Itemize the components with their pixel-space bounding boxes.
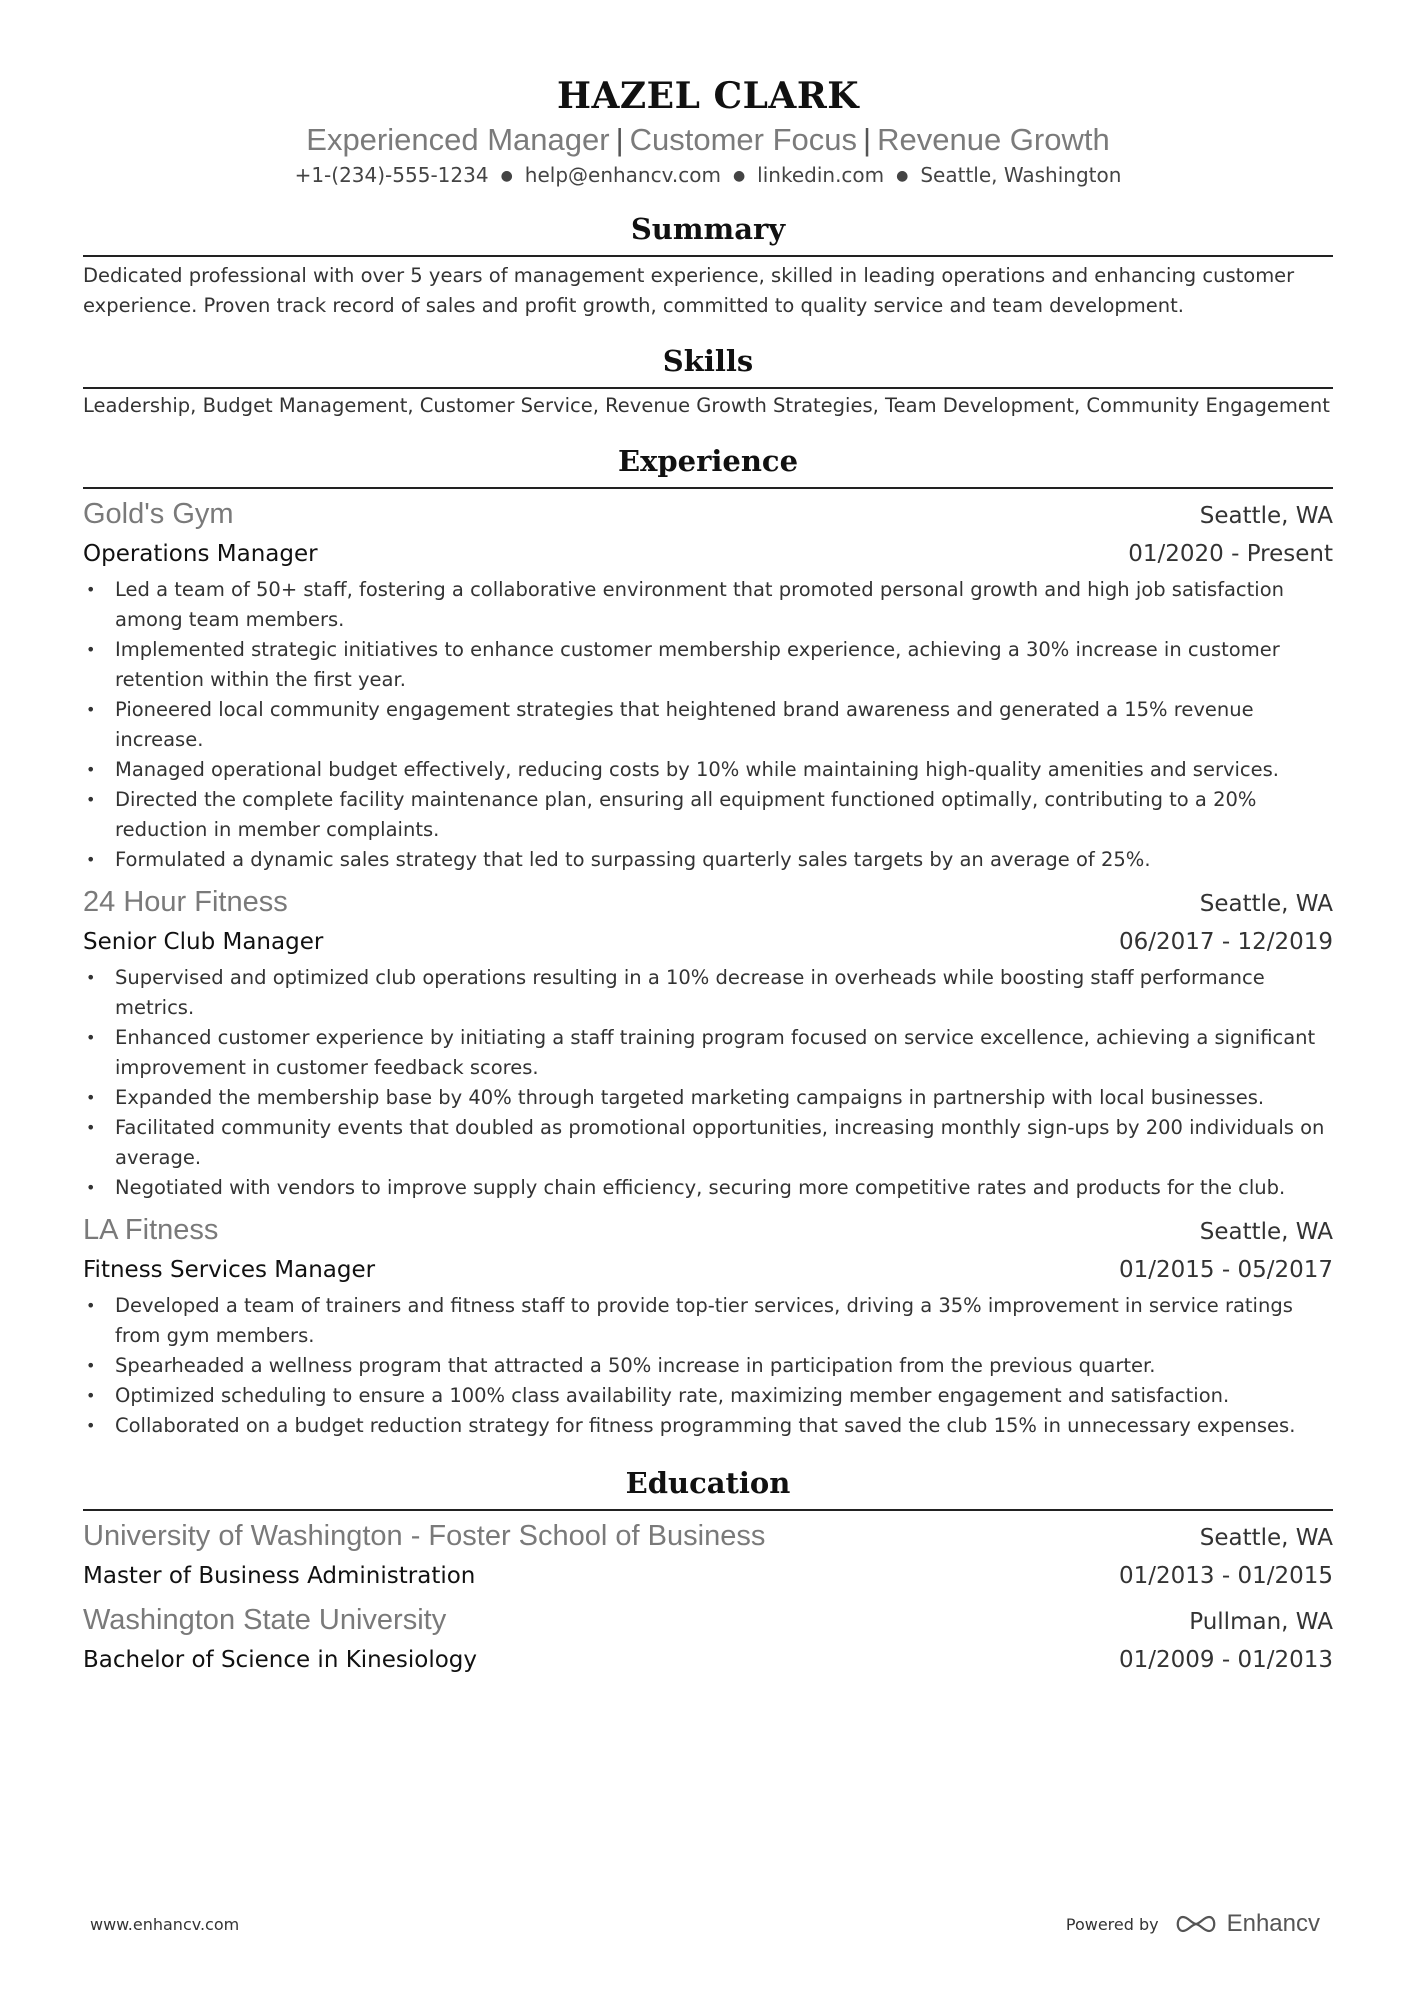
- achievement-item: • Developed a team of trainers and fitness staff to provide top-tier services, driving a 35% improvement in service ratings from gym members.: [83, 1291, 1333, 1351]
- achievement-list: [83, 963, 1333, 1203]
- degree: Master of Business Administration: [83, 1563, 476, 1589]
- achievement-item: • Supervised and optimized club operations resulting in a 10% decrease in overheads while boosting staff performance metrics.: [83, 963, 1333, 1023]
- education-dates: 01/2009 - 01/2013: [1118, 1647, 1333, 1673]
- achievement-item: • Directed the complete facility maintenance plan, ensuring all equipment functioned optimally, contributing to a 20% reduction in member complaints.: [83, 785, 1333, 845]
- achievement-item: • Managed operational budget effectively, reducing costs by 10% while maintaining high-quality amenities and services.: [83, 755, 1333, 785]
- summary-section: [83, 209, 1333, 321]
- enhancv-logo[interactable]: [1173, 1910, 1320, 1938]
- powered-by-label: Powered by: [1065, 1914, 1159, 1934]
- brand-name: Enhancv: [1226, 1910, 1320, 1937]
- education-entry: [83, 1601, 1333, 1679]
- achievement-item: • Facilitated community events that doubled as promotional opportunities, increasing monthly sign-ups by 200 individuals on average.: [83, 1113, 1333, 1173]
- job-entry: [83, 883, 1333, 1203]
- resume-page: [83, 72, 1333, 1679]
- achievement-item: • Implemented strategic initiatives to enhance customer membership experience, achieving a 30% increase in customer retention within the first year.: [83, 635, 1333, 695]
- degree: Bachelor of Science in Kinesiology: [83, 1647, 478, 1673]
- section-heading: Summary: [83, 209, 1333, 257]
- experience-section: [83, 441, 1333, 1441]
- company-name: Gold's Gym: [83, 498, 234, 530]
- education-dates: 01/2013 - 01/2015: [1118, 1563, 1333, 1589]
- skills-section: [83, 341, 1333, 419]
- section-heading: Experience: [83, 441, 1333, 489]
- achievement-item: • Enhanced customer experience by initiating a staff training program focused on service excellence, achieving a significant improvement in customer feedback scores.: [83, 1023, 1333, 1083]
- achievement-item: • Formulated a dynamic sales strategy that led to surpassing quarterly sales targets by an average of 25%.: [83, 845, 1333, 875]
- linkedin-link[interactable]: linkedin.com: [757, 163, 885, 187]
- job-dates: 01/2015 - 05/2017: [1118, 1257, 1333, 1283]
- job-dates: 01/2020 - Present: [1128, 541, 1333, 567]
- school-name: Washington State University: [83, 1604, 447, 1636]
- education-section: [83, 1463, 1333, 1679]
- skills-text: Leadership, Budget Management, Customer Service, Revenue Growth Strategies, Team Development, Community Engagement: [83, 394, 1330, 417]
- achievement-list: [83, 575, 1333, 875]
- achievement-item: • Led a team of 50+ staff, fostering a collaborative environment that promoted personal growth and high job satisfaction among team members.: [83, 575, 1333, 635]
- powered-by: [1066, 1910, 1320, 1938]
- enhancv-logo-icon: [1173, 1913, 1219, 1935]
- achievement-item: • Optimized scheduling to ensure a 100% class availability rate, maximizing member engagement and satisfaction.: [83, 1381, 1333, 1411]
- tagline-item: Customer Focus: [629, 122, 858, 157]
- email-link[interactable]: help@enhancv.com: [524, 163, 721, 187]
- candidate-name: HAZEL CLARK: [556, 75, 860, 117]
- page-footer: [90, 1910, 1320, 1938]
- job-location: Seattle, WA: [1199, 503, 1333, 529]
- achievement-item: • Pioneered local community engagement strategies that heightened brand awareness and generated a 15% revenue increase.: [83, 695, 1333, 755]
- location: Seattle, Washington: [920, 163, 1122, 187]
- job-title: Senior Club Manager: [83, 929, 324, 955]
- tagline: Experienced Manager | Customer Focus | Revenue Growth: [306, 122, 1110, 157]
- company-name: 24 Hour Fitness: [83, 886, 288, 918]
- job-dates: 06/2017 - 12/2019: [1118, 929, 1333, 955]
- school-location: Pullman, WA: [1189, 1609, 1333, 1635]
- job-title: Operations Manager: [83, 541, 318, 567]
- job-entry: [83, 1211, 1333, 1441]
- job-entry: [83, 495, 1333, 875]
- school-name: University of Washington - Foster School of Business: [83, 1520, 766, 1552]
- section-heading: Education: [83, 1463, 1333, 1511]
- summary-text: Dedicated professional with over 5 years of management experience, skilled in leading operations and enhancing customer experience. Proven track record of sales and profit growth, committed to quality service and team development.: [83, 264, 1295, 317]
- school-location: Seattle, WA: [1199, 1525, 1333, 1551]
- contact-line: +1-(234)-555-1234 ● help@enhancv.com ● linkedin.com ● Seattle, Washington: [294, 163, 1122, 187]
- footer-website-link[interactable]: www.enhancv.com: [90, 1914, 240, 1934]
- achievement-item: • Expanded the membership base by 40% through targeted marketing campaigns in partnership with local businesses.: [83, 1083, 1333, 1113]
- job-location: Seattle, WA: [1199, 1219, 1333, 1245]
- achievement-list: [83, 1291, 1333, 1441]
- achievement-item: • Collaborated on a budget reduction strategy for fitness programming that saved the club 15% in unnecessary expenses.: [83, 1411, 1333, 1441]
- job-location: Seattle, WA: [1199, 891, 1333, 917]
- achievement-item: • Spearheaded a wellness program that attracted a 50% increase in participation from the previous quarter.: [83, 1351, 1333, 1381]
- tagline-item: Experienced Manager: [306, 122, 610, 157]
- job-title: Fitness Services Manager: [83, 1257, 376, 1283]
- education-entry: [83, 1517, 1333, 1595]
- tagline-item: Revenue Growth: [877, 122, 1110, 157]
- achievement-item: • Negotiated with vendors to improve supply chain efficiency, securing more competitive rates and products for the club.: [83, 1173, 1333, 1203]
- phone[interactable]: +1-(234)-555-1234: [294, 163, 489, 187]
- company-name: LA Fitness: [83, 1214, 219, 1246]
- section-heading: Skills: [83, 341, 1333, 389]
